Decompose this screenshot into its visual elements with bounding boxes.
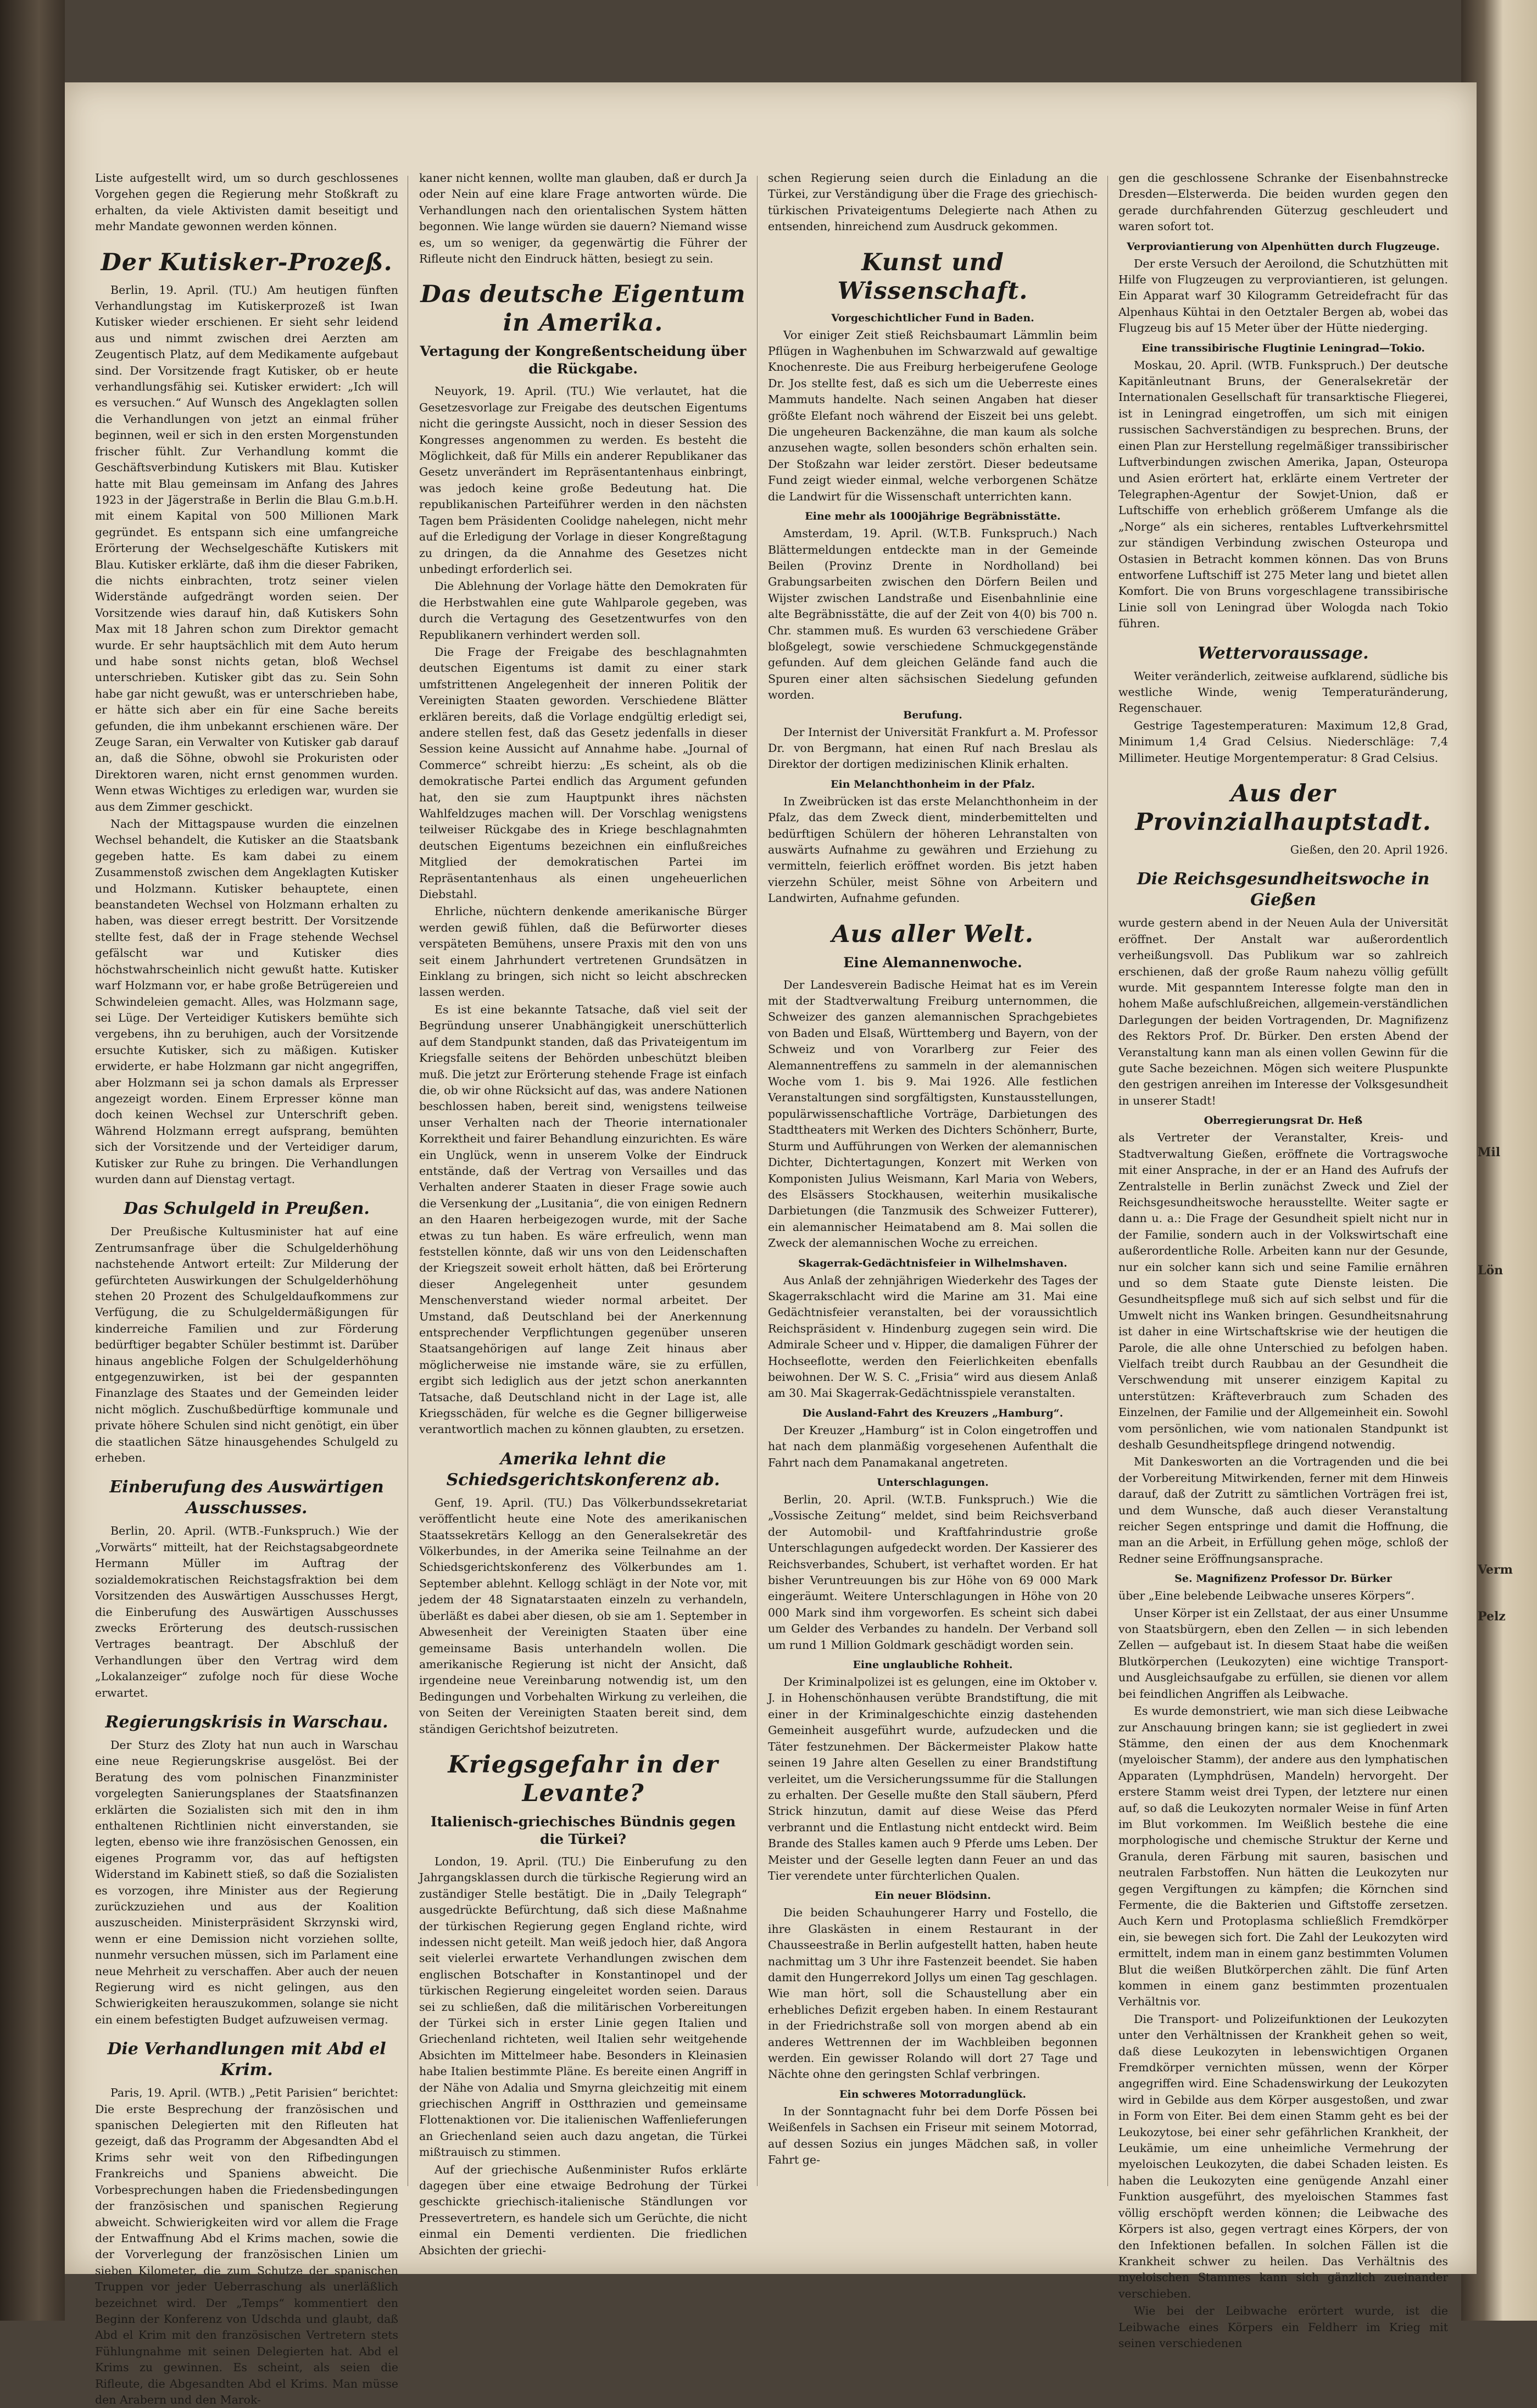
section-headline: Aus aller Welt.	[832, 920, 1034, 948]
article-text: als Vertreter der Veranstalter, Kreis- und Stadtverwaltung Gießen, eröffnete die Vortragswoche mit einer Ansprache, in der er an Hand des Aufrufs der Zentralstelle in Berlin zunächst Zweck und Ziel der Reichsgesundheitswoche herausstellte. Weiter sagte er dann u. a.: Die Frage der Gesundheit spielt nicht nur in der Familie, sondern auch in der Volkswirtschaft eine außerordentliche Rolle. Arbeiten kann nur der Gesunde, nur ein solcher kann sich und seine Familie ernähren und so dem Staate gute Dienste leisten. Die Gesundheitspflege muß sich auf sich selbst und für die Umwelt nicht ins Wanken bringen. Gesundheitsnahrung ist daher in eine Wirtschaftskrise wie der heutigen die Parole, die alle ohne Unterschied zu befolgen haben. Vielfach treibt durch Raubbau an der Gesundheit die Verschwendung mit unserer einzigem Kapital zu unterstützen: Kräfteverbrauch zum Schaden des Einzelnen, der Familie und der Allgemeinheit ein. Sowohl vom persönlichen, wie vom nationalen Standpunkt ist deshalb Gesundheitspflege dringend notwendig.	[1118, 1131, 1448, 1451]
article-text: Berlin, 19. April. (TU.) Am heutigen fünften Verhandlungstag im Kutiskerprozeß ist Iwan Kutisker wieder erschienen. Er sieht sehr leidend aus und nimmt zwischen drei Aerzten am Zeugentisch Platz, auf dem Medikamente aufgebaut sind. Der Vorsitzende fragt Kutisker, ob er heute verhandlungsfähig sei. Kutisker erwidert: „Ich will es versuchen.“ Auf Wunsch des Angeklagten sollen die Verhandlungen von jetzt an einmal früher beginnen, weil er sich in den ersten Morgenstunden frischer fühlt. Zur Verhandlung kommt die Geschäftsverbindung Kutiskers mit Blau. Kutisker hatte mit Blau gemeinsam im Anfang des Jahres 1923 in der Jägerstraße in Berlin die Blau G.m.b.H. mit einem Kapital von 500 Millionen Mark gegründet. Es entspann sich eine umfangreiche Erörterung der Wechselgeschäfte Kutiskers mit Blau. Kutisker erklärte, daß ihm die dieser Fabriken, die nichts einbrachten, trotz seiner vielen Widerstände aufgedrängt worden seien. Der Vorsitzende wies darauf hin, daß Kutiskers Sohn Max mit 18 Jahren schon zum Direktor gemacht wurde. Er sehr hauptsächlich mit dem Auto herum und habe sonst nichts getan, bloß Wechsel unterschrieben. Kutisker gibt das zu. Sein Sohn habe gar nicht gewußt, was er unterschrieben habe, er hätte sich aber ein für eine Sache bereits gefunden, die ihm unbekannt erschienen wäre. Der Zeuge Saran, ein Verwalter von Kutisker gab darauf an, daß die Söhne, obwohl sie Prokuristen oder Direktoren waren, nicht ernst genommen wurden. Wenn etwas Wichtiges zu erledigen war, wurden sie aus dem Zimmer geschickt.	[95, 283, 398, 813]
article-text: Der Landesverein Badische Heimat hat es im Verein mit der Stadtverwaltung Freiburg unternommen, die Schweizer des ganzen alemannischen Sprachgebietes von Baden und Elsaß, Württemberg und Bayern, von der Schweiz und von Vorarlberg zur Feier des Alemannentreffens zu sammeln in der alemannischen Woche vom 1. bis 9. Mai 1926. Alle festlichen Veranstaltungen sind sorgfältigsten, Kunstausstellungen, populärwissenschaftliche Vorträge, Darbietungen des Stadttheaters mit Werken des Dichters Schönherr, Burte, Sturm und Aufführungen von Werken der alemannischen Dichter, Dichtertagungen, Konzert mit Werken von Komponisten Julius Weismann, Karl Maria von Webers, des Elsässers Stockhausen, weiterhin musikalische Darbietungen (die Tanzmusik des Schweizer Futterer), ein alemannischer Heimatabend am 8. Mai sollen die Zweck der alemannischen Woche zu erreichen.	[768, 978, 1098, 1250]
column-3	[768, 170, 1098, 2203]
article-subheadline: Vorgeschichtlicher Fund in Baden.	[831, 311, 1034, 324]
adjacent-page-fragment: Mil	[1478, 1145, 1501, 1160]
article-headline: Die Reichsgesundheitswoche in Gießen	[1137, 869, 1430, 910]
column-4	[1118, 170, 1448, 2350]
article-headline: Der Kutisker-Prozeß.	[101, 248, 393, 276]
article-text: wurde gestern abend in der Neuen Aula der Universität eröffnet. Der Anstalt war außerordentlich verheißungsvoll. Das Publikum war so zahlreich erschienen, daß der große Raum nahezu völlig gefüllt wurde. Mit gespanntem Interesse folgte man den in hohem Maße aufschlußreichen, allgemein-verständlichen Darlegungen der beiden Vortragenden, Dr. Magnifizenz des Rektors Prof. Dr. Bürker. Den ersten Abend der Veranstaltung kann man als einen vollen Gewinn für die gute Sache bezeichnen. Mögen sich weitere Pluspunkte den gestrigen anreihen im Interesse der Volksgesundheit in unserer Stadt!	[1118, 916, 1448, 1107]
section-headline: Wettervoraussage.	[1198, 643, 1369, 663]
book-binding-left	[0, 0, 65, 2321]
column-1	[95, 170, 398, 2406]
article-text: Moskau, 20. April. (WTB. Funkspruch.) Der deutsche Kapitänleutnant Bruns, der Generalsekretär der Internationalen Gesellschaft für transarktische Fliegerei, ist in Leningrad eingetroffen, um sich mit einigen russischen Sachverständigen zu besprechen. Bruns, der einen Plan zur Herstellung regelmäßiger transsibirischer Luftverbindungen zwischen Amerika, Japan, Osteuropa und Asien erörtert hat, erklärte einem Vertreter der Telegraphen-Agentur der Sowjet-Union, daß er Luftschiffe von erheblich größerem Umfange als die „Norge“ als ein sicheres, rentables Luftverkehrsmittel zur ständigen Verbindung zwischen Osteuropa und Ostasien in Betracht kommen können. Das von Bruns entworfene Luftschiff ist 275 Meter lang und bietet allen Komfort. Die von Bruns vorgeschlagene transsibirische Linie soll von Leningrad über Wologda nach Tokio führen.	[1118, 358, 1448, 631]
article-subheadline: Oberregierungsrat Dr. Heß	[1204, 1114, 1363, 1127]
article-subheadline: Se. Magnifizenz Professor Dr. Bürker	[1174, 1573, 1392, 1585]
article-text: Die Ablehnung der Vorlage hätte den Demokraten für die Herbstwahlen eine gute Wahlparole gegeben, was durch die Vertagung des Gesetzentwurfes von den Republikanern verhindert werden soll.	[419, 579, 747, 642]
dateline: Gießen, den 20. April 1926.	[1290, 843, 1448, 856]
article-headline: Amerika lehnt die Schiedsgerichtskonferenz ab.	[446, 1449, 720, 1490]
article-text: Unser Körper ist ein Zellstaat, der aus einer Unsumme von Staatsbürgern, eben den Zellen — in sich lebenden Zellen — aufgebaut ist. In diesem Staat habe die weißen Blutkörperchen (Leukozyten) eine wichtige Transport- und Ausgleichsaufgabe zu erfüllen, sie dienen vor allem bei feindlichen Angriffen als Leibwache.	[1118, 1606, 1448, 1701]
article-subheadline: Eine mehr als 1000jährige Begräbnisstätte.	[805, 510, 1061, 523]
adjacent-page-fragment: Lön	[1478, 1263, 1503, 1278]
article-text: Amsterdam, 19. April. (W.T.B. Funkspruch.) Nach Blättermeldungen entdeckte man in der Gemeinde Beilen (Provinz Drente in Nordholland) bei Grabungsarbeiten zwischen den Dörfern Beilen und Wijster zwischen Landstraße und Eisenbahnlinie eine alte Begräbnisstätte, die auf der Zeit von 4(0) bis 700 n. Chr. stammen muß. Es wurden 63 verschiedene Gräber bloßgelegt, sowie verschiedene Schmuckgegenstände gefunden. Auf dem gleichen Gelände fand auch die Spuren einer alten sächsischen Siedelung gefunden worden.	[768, 527, 1098, 702]
article-text: In Zweibrücken ist das erste Melanchthonheim in der Pfalz, das dem Zweck dient, minderbemittelten und bedürftigen Schülern der höheren Lehranstalten von auswärts Aufnahme zu gewähren und Erziehung zu vermitteln, feierlich eröffnet worden. Bis jetzt haben vierzehn Schüler, meist Söhne von Arbeitern und Landwirten, Aufnahme gefunden.	[768, 794, 1098, 905]
article-text: Es wurde demonstriert, wie man sich diese Leibwache zur Anschauung bringen kann; sie ist gegliedert in zwei Stämme, den einen der aus dem Knochenmark (myeloischer Stamm), der andere aus den lymphatischen Apparaten (Lymphdrüsen, Mandeln) hervorgeht. Der erstere Stamm weist drei Typen, der letztere nur einen auf, so daß die Leukozyten normaler Weise in fünf Arten im Blut vorkommen. Im Weißlich bestehe die eine morphologische und chemische Struktur der Kerne und Granula, deren Färbung mit sauren, basischen und neutralen Farbstoffen. Nun hätten die Leukozyten nur gegen Vergiftungen zu kämpfen; die Körnchen sind Fermente, die die Bakterien und Giftstoffe zersetzen. Auch Kern und Protoplasma schließlich Fremdkörper ein, sie bewegen sich fort. Die Zahl der Leukozyten wird ermittelt, indem man in einem ganz bestimmten Volumen Blut die weißen Blutkörperchen zählt. Die fünf Arten kommen in einem ganz bestimmten prozentualen Verhältnis vor.	[1118, 1704, 1448, 2009]
article-text: Paris, 19. April. (WTB.) „Petit Parisien“ berichtet: Die erste Besprechung der französischen und spanischen Delegierten mit den Rifleuten hat gezeigt, daß das Programm der Abgesandten Abd el Krims sehr weit von den Rifbedingungen Frankreichs und Spaniens abweicht. Die Vorbesprechungen haben die Friedensbedingungen der französischen und spanischen Regierung abweicht. Schwierigkeiten wird vor allem die Frage der Entwaffnung Abd el Krims machen, sowie die der Vorverlegung der französischen Linien um sieben Kilometer, die zum Schutze der spanischen Truppen vor jeder Ueberraschung als unerläßlich bezeichnet wird. Der „Temps“ kommentiert den Beginn der Konferenz von Udschda und glaubt, daß Abd el Krim mit den französischen Vertretern stets Fühlungnahme mit seinen Delegierten hat. Abd el Krims zu gewinnen. Es scheint, als seien die Rifleute, die Abgesandten Abd el Krims. Man müsse den Arabern und den Marok-	[95, 2086, 398, 2406]
article-text: Gestrige Tagestemperaturen: Maximum 12,8 Grad, Minimum 1,4 Grad Celsius. Niederschläge: 7,4 Millimeter. Heutige Morgentemperatur: 8 Grad Celsius.	[1118, 718, 1448, 765]
article-subheadline: Eine transsibirische Flugtinie Leningrad—Tokio.	[1141, 342, 1425, 354]
article-subheadline: Ein Melanchthonheim in der Pfalz.	[831, 778, 1035, 790]
article-text: Wie bei der Leibwache erörtert wurde, ist die Leibwache eines Körpers ein Feldherr im Krieg mit seinen verschiedenen	[1118, 2304, 1448, 2350]
article-text: Liste aufgestellt wird, um so durch geschlossenes Vorgehen gegen die Regierung mehr Stoßkraft zu erhalten, da viele Aktivisten damit beseitigt und mehr Mandate gewonnen werden können.	[95, 171, 398, 233]
article-headline: Einberufung des Auswärtigen Ausschusses.	[109, 1478, 384, 1518]
article-text: Nach der Mittagspause wurden die einzelnen Wechsel behandelt, die Kutisker an die Staatsbank gegeben hatte. Es kam dabei zu einem Zusammenstoß zwischen dem Angeklagten Kutisker und Holzmann. Kutisker behauptete, einen beanstandeten Wechsel von Holzmann erhalten zu haben, was dieser erregt bestritt. Der Vorsitzende stellte fest, daß der in Frage stehende Wechsel gefälscht war und Kutisker dies höchstwahrscheinlich nicht gewußt hatte. Kutisker warf Holzmann vor, er habe große Betrügereien und Schwindeleien gemacht. Alles, was Holzmann sage, sei Lüge. Der Verteidiger Kutiskers bemühte sich vergebens, ihn zu beruhigen, auch der Vorsitzende ersuchte Kutisker, sich zu mäßigen. Kutisker erwiderte, er habe Holzmann gar nicht angegriffen, aber Holzmann sei ja schon damals als Erpresser angezeigt worden. Einem Erpresser könne man doch keinen Wechsel zur Unterschrift geben. Während Holzmann erregt aufsprang, bemühten sich der Vorsitzende und der Verteidiger darum, Kutisker zur Ruhe zu bringen. Die Verhandlungen wurden dann auf Dienstag vertagt.	[95, 817, 398, 1186]
article-text: Der Kriminalpolizei ist es gelungen, eine im Oktober v. J. in Hohenschönhausen verübte Brandstiftung, die mit einer in der Kriminalgeschichte einzig dastehenden Gemeinheit ausgeführt wurde, aufzudecken und die Täter festzunehmen. Der Bäckermeister Plakow hatte seinen 19 Jahre alten Gesellen zu einer Brandstiftung verleitet, um die Versicherungssumme für die Stallungen zu erhalten. Der Geselle mußte den Stall säubern, Pferd Strick hinzutun, damit auf diese Weise das Pferd verbrannt und die Entlastung nicht entdeckt wird. Beim Brande des Stalles kamen auch 9 Pferde ums Leben. Der Meister und der Geselle legten dann Feuer an und das Tier verendete unter fürchterlichen Qualen.	[768, 1675, 1098, 1882]
article-text: Berlin, 20. April. (WTB.-Funkspruch.) Wie der „Vorwärts“ mitteilt, hat der Reichstagsabgeordnete Hermann Müller im Auftrag der sozialdemokratischen Reichstagsfraktion bei dem Vorsitzenden des Auswärtigen Ausschusses Hergt, die Einberufung des Auswärtigen Ausschusses zwecks Erörterung des deutsch-russischen Vertrages beantragt. Der Abschluß der Verhandlungen über den Vertrag wird dem „Lokalanzeiger“ zufolge noch für diese Woche erwartet.	[95, 1524, 398, 1699]
article-subheadline: Vertagung der Kongreßentscheidung über die Rückgabe.	[420, 343, 747, 377]
article-headline: Das Schulgeld in Preußen.	[124, 1199, 370, 1219]
column-rule	[757, 176, 758, 2186]
article-subheadline: Ein schweres Motorradunglück.	[839, 2088, 1027, 2100]
article-text: Neuyork, 19. April. (TU.) Wie verlautet, hat die Gesetzesvorlage zur Freigabe des deutschen Eigentums nicht die geringste Aussicht, noch in dieser Session des Kongresses angenommen zu werden. Es besteht die Möglichkeit, daß für Mills ein anderer Republikaner das Gesetz unverändert im Repräsentantenhaus einbringt, was jedoch keine große Bedeutung hat. Die republikanischen Parteiführer werden in den nächsten Tagen bem Präsidenten Coolidge nahelegen, nicht mehr auf die Erledigung der Vorlage in dieser Kongreßtagung zu dringen, da die Annahme des Gesetzes nicht unbedingt erforderlich sei.	[419, 384, 747, 576]
article-text: Die Frage der Freigabe des beschlagnahmten deutschen Eigentums ist damit zu einer stark umfstrittenen Angelegenheit der inneren Politik der Vereinigten Staaten geworden. Verschiedene Blätter erklären bereits, daß die Vorlage endgültig erledigt sei, andere stellen fest, daß das Gesetz jedenfalls in dieser Session keine Aussicht auf Annahme habe. „Journal of Commerce“ schreibt hierzu: „Es scheint, als ob die demokratische Partei endlich das Argument gefunden hat, den sie zum Hauptpunkt ihres nächsten Wahlfeldzuges machen will. Der Vorschlag wenigstens teilweiser Rückgabe des in Kriege beschlagnahmten deutschen Eigentums bezeichnen ein einflußreiches Mitglied der demokratischen Partei im Repräsentantenhaus als einen ungeheuerlichen Diebstahl.	[419, 645, 747, 901]
article-text: In der Sonntagnacht fuhr bei dem Dorfe Pössen bei Weißenfels in Sachsen ein Friseur mit seinem Motorrad, auf dessen Sozius ein junges Mädchen saß, in voller Fahrt ge-	[768, 2104, 1098, 2167]
article-text: über „Eine belebende Leibwache unseres Körpers“.	[1118, 1589, 1415, 1603]
article-text: Auf der griechische Außenminister Rufos erklärte dagegen über eine etwaige Bedrohung der Türkei geschickte griechisch-italienische Ständlungen vor Pressevertretern, es handele sich um Gerüchte, die nicht einmal ein Dementi verdienten. Die friedlichen Absichten der griechi-	[419, 2162, 747, 2257]
article-text: Vor einiger Zeit stieß Reichsbaumart Lämmlin beim Pflügen in Waghenbuhen im Schwarzwald auf gewaltige Knochenreste. Die aus Freiburg herbeigerufene Geologe Dr. Jos stellte fest, daß es sich um die Ueberreste eines Mammuts handelte. Nach seinen Angaben hat dieser größte Elefant noch während der Eiszeit bei uns gelebt. Die ungeheuren Backenzähne, die man kaum als solche anzusehen wagte, sollen besonders schön erhalten sein. Der Stoßzahn war leider zerstört. Dieser bedeutsame Fund zeigt wieder einmal, welche verborgenen Schätze die Landwirt für die Wissenschaft unterrichten kann.	[768, 328, 1098, 503]
article-text: Der Internist der Universität Frankfurt a. M. Professor Dr. von Bergmann, hat einen Ruf nach Breslau als Direktor der dortigen medizinischen Klinik erhalten.	[768, 725, 1098, 771]
article-subheadline: Die Ausland-Fahrt des Kreuzers „Hamburg“.	[802, 1407, 1063, 1419]
newspaper-page	[65, 82, 1477, 2406]
column-rule	[1107, 176, 1108, 2186]
article-text: schen Regierung seien durch die Einladung an die Türkei, zur Verständigung über die Frage des griechisch-türkischen Privateigentums Delegierte nach Athen zu entsenden, hinreichend zum Ausdruck gekommen.	[768, 171, 1098, 233]
article-headline: Die Verhandlungen mit Abd el Krim.	[107, 2039, 386, 2080]
article-subheadline: Skagerrak-Gedächtnisfeier in Wilhelmshaven.	[798, 1257, 1067, 1269]
article-text: gen die geschlossene Schranke der Eisenbahnstrecke Dresden—Elsterwerda. Die beiden wurden gegen den gerade durchfahrenden Güterzug geschleudert und waren sofort tot.	[1118, 171, 1448, 233]
article-text: Berlin, 20. April. (W.T.B. Funkspruch.) Wie die „Vossische Zeitung“ meldet, sind beim Reichsverband der Automobil- und Kraftfahrindustrie große Unterschlagungen aufgedeckt worden. Der Kassierer des Reichsverbandes, Schubert, ist verhaftet worden. Er hat bisher Veruntreuungen bis zur Höhe von 69 000 Mark eingeräumt. Weitere Unterschlagungen in Höhe von 20 000 Mark sind ihm vorgeworfen. Es scheint sich dabei um Gelder des Verbandes zu handeln. Der Verband soll um rund 1 Million Goldmark geschädigt worden sein.	[768, 1493, 1098, 1652]
article-text: Der erste Versuch der Aeroilond, die Schutzhütten mit Hilfe von Flugzeugen zu verproviantieren, ist gelungen. Ein Apparat warf 30 Kilogramm Getreidefracht für das Alpenhaus Kühtai in den Oetztaler Bergen ab, wobei das Flugzeug bis auf 15 Meter über der Hütte niederging.	[1118, 257, 1448, 335]
adjacent-page-fragment: Verm	[1478, 1563, 1513, 1577]
article-subheadline: Berufung.	[903, 709, 962, 721]
article-text: Weiter veränderlich, zeitweise aufklarend, südliche bis westliche Winde, wenig Temperaturänderung, Regenschauer.	[1118, 669, 1448, 715]
article-subheadline: Italienisch-griechisches Bündnis gegen die Türkei?	[430, 1813, 736, 1847]
article-text: Der Preußische Kultusminister hat auf eine Zentrumsanfrage über die Schulgelderhöhung nachstehende Antwort erteilt: Zur Milderung der gefürchteten Auswirkungen der Schulgelderhöhung stehen 20 Prozent des Schulgeldaufkommens zur Verfügung, die zu Schulgeldermäßigungen für kinderreiche Familien und zur Förderung bedürftiger begabter Schüler bestimmt ist. Darüber hinaus angebliche Folgen der Schulgelderhöhung entgegenzuwirken, ist bei der gespannten Finanzlage des Staates und der Gemeinden leider nicht möglich. Zuschußbedürftige kommunale und private höhere Schulen sind nicht genötigt, ein über die staatlichen Sätze hinausgehendes Schulgeld zu erheben.	[95, 1225, 398, 1465]
article-subheadline: Ein neuer Blödsinn.	[875, 1889, 991, 1902]
article-subheadline: Verproviantierung von Alpenhütten durch Flugzeuge.	[1127, 240, 1440, 253]
section-headline: Kunst und Wissenschaft.	[837, 248, 1028, 305]
article-text: Die Transport- und Polizeifunktionen der Leukozyten unter den Verhältnissen der Krankheit gehen so weit, daß diese Leukozyten in lebenswichtigen Organen Fremdkörper vernichten müssen, wenn der Körper angegriffen wird. Eine Schadenswirkung der Leukozyten wird in Gebilde aus dem Körper ausgestoßen, und zwar in Form von Eiter. Bei dem einen Stamm geht es bei der Leukozytose, bei einer sehr gefährlichen Krankheit, der Leukämie, um eine unheimliche Vermehrung der myeloischen Leukozyten, die dabei Schaden leisten. Es haben die Leukozyten eine genügende Anzahl einer Funktion ausgeführt, des myeloischen Stammes fast völlig erschöpft werden können; die Leibwache des Körpers ist also, gegen vertragt eines Körpers, der von den Infektionen befallen. In solchen Fällen ist die Krankheit schwer zu heilen. Das Verhältnis des myeloischen Stammes kann sich gänzlich zueinander verschieben.	[1118, 2012, 1448, 2300]
article-text: kaner nicht kennen, wollte man glauben, daß er durch Ja oder Nein auf eine klare Frage antworten würde. Die Verhandlungen nach den orientalischen System hätten begonnen. Wie lange würden sie dauern? Niemand wisse es, um so weniger, da gegenwärtig die Führer der Rifleute nicht den Eindruck hätten, besiegt zu sein.	[419, 171, 747, 266]
article-headline: Kriegsgefahr in der Levante?	[448, 1751, 719, 1807]
article-text: Es ist eine bekannte Tatsache, daß viel seit der Begründung unserer Unabhängigkeit unerschütterlich auf dem Standpunkt standen, daß das Privateigentum im Kriegsfalle seitens der Behörden unbeschützt bleiben muß. Die jetzt zur Erörterung stehende Frage ist einfach die, ob wir ohne Rücksicht auf das, was andere Nationen beschlossen haben, bereit sind, wenigstens teilweise unser Verhalten nach der Theorie internationaler Korrektheit und fairer Behandlung einzurichten. Es wäre ein Unglück, wenn in unserem Volke der Eindruck entstände, daß der Vertrag von Versailles und das Verhalten anderer Staaten in dieser Frage sowie auch die Versenkung der „Lusitania“, die von einigen Rednern an den Haaren herbeigezogen wurde, mit der Sache etwas zu tun haben. Es wäre erfreulich, wenn man feststellen könnte, daß wir uns von den Leidenschaften der Kriegszeit soweit erholt hätten, daß bei Erörterung dieser Angelegenheit unter gesundem Menschenverstand wieder normal arbeitet. Der Umstand, daß Deutschland bei der Anerkennung entsprechender Verpflichtungen gegenüber unseren Staatsangehörigen auf lange Zeit hinaus aber möglicherweise nie imstande wäre, sie zu erfüllen, ergibt sich lediglich aus der jetzt schon anerkannten Tatsache, daß Deutschland nicht in der Lage ist, alle Kriegsschäden, für welche es die Gegner billigerweise verantwortlich machen zu können glaubten, zu ersetzen.	[419, 1002, 747, 1436]
article-subheadline: Eine Alemannenwoche.	[843, 954, 1022, 971]
article-text: Aus Anlaß der zehnjährigen Wiederkehr des Tages der Skagerrakschlacht wird die Marine am 31. Mai eine Gedächtnisfeier veranstalten, bei der voraussichtlich Reichspräsident v. Hindenburg zugegen sein wird. Die Admirale Scheer und v. Hipper, die damaligen Führer der Hochseeflotte, werden den Feierlichkeiten ebenfalls beiwohnen. Der W. S. C. „Frisia“ wird aus diesem Anlaß am 30. Mai Skagerrak-Gedächtnisspiele veranstalten.	[768, 1273, 1098, 1400]
article-text: Genf, 19. April. (TU.) Das Völkerbundssekretariat veröffentlicht heute eine Note des amerikanischen Staatssekretärs Kellogg an den Generalsekretär des Völkerbundes, in der Amerika seine Teilnahme an der Schiedsgerichtskonferenz des Völkerbundes am 1. September ablehnt. Kellogg schlägt in der Note vor, mit jedem der 48 Signatarstaaten einzeln zu verhandeln, überläßt es dabei aber diesen, ob sie am 1. September in Abwesenheit der Vereinigten Staaten über eine gemeinsame Basis unterhandeln wollen. Die amerikanische Regierung ist nicht der Ansicht, daß irgendeine neue Vereinbarung notwendig ist, um den Bedingungen und Vorbehalten Wirkung zu verleihen, die von Seiten der Vereinigten Staaten bereit sind, dem ständigen Gerichtshof beizutreten.	[419, 1496, 747, 1736]
article-text: Die beiden Schauhungerer Harry und Fostello, die ihre Glaskästen in einem Restaurant in der Chausseestraße in Berlin aufgestellt hatten, haben heute nachmittag um 3 Uhr ihre Fastenzeit beendet. Sie haben damit den Hungerrekord Jollys um einen Tag geschlagen. Wie man hört, soll die Schaustellung aber ein erhebliches Defizit ergeben haben. In einem Restaurant in der Friedrichstraße soll von morgen abend ab ein anderes Wettrennen der im Wachbleiben begonnen werden. Ein gewisser Rolando will dort 27 Tage und Nächte ohne den geringsten Schlaf verbringen.	[768, 1906, 1098, 2081]
article-text: Ehrliche, nüchtern denkende amerikanische Bürger werden gewiß fühlen, daß die Befürworter dieses verspäteten Bemühens, unsere Praxis mit den von uns seit einem Jahrhundert vertretenen Grundsätzen in Einklang zu bringen, sich nicht so leicht abschrecken lassen werden.	[419, 905, 747, 999]
article-text: London, 19. April. (TU.) Die Einberufung zu den Jahrgangsklassen durch die türkische Regierung wird an zuständiger Stelle bestätigt. Die in „Daily Telegraph“ ausgedrückte Befürchtung, daß sich diese Maßnahme der türkischen Regierung gegen England richte, wird indessen nicht geteilt. Man weiß jedoch hier, daß Angora seit vielerlei erwartete Verhandlungen zwischen dem englischen Botschafter in Konstantinopel und der türkischen Regierung eingeleitet worden seien. Daraus sei zu schließen, daß die militärischen Vorbereitungen der Türkei sich in erster Linie gegen Italien und Griechenland richteten, weil Italien sehr weitgehende Absichten im Mittelmeer habe. Besonders in Kleinasien habe Italien bestimmte Pläne. Es bereite einen Angriff in der Nähe von Adalia und Smyrna gleichzeitig mit einem griechischen Angriff in Ostthrazien und gemeinsame Flottenaktionen vor. Die italienischen Waffenlieferungen an Griechenland seien auch dazu angetan, die Türkei mißtrauisch zu stimmen.	[419, 1854, 747, 2159]
article-subheadline: Eine unglaubliche Rohheit.	[853, 1659, 1013, 1671]
section-headline: Aus der Provinzialhauptstadt.	[1135, 780, 1432, 836]
article-subheadline: Unterschlagungen.	[877, 1476, 989, 1489]
column-2	[419, 170, 747, 2257]
article-headline: Regierungskrisis in Warschau.	[105, 1712, 388, 1732]
article-headline: Das deutsche Eigentum in Amerika.	[420, 281, 746, 337]
adjacent-page-fragment: Pelz	[1478, 1609, 1506, 1624]
article-text: Der Sturz des Zloty hat nun auch in Warschau eine neue Regierungskrise ausgelöst. Bei der Beratung des vom polnischen Finanzminister vorgelegten Sanierungsplanes der Staatsfinanzen erklärten die Sozialisten sich mit den in ihm enthaltenen Richtlinien nicht einverstanden, sie legten, ebenso wie ihre französischen Genossen, ein eigenes Programm vor, das auf heftigsten Widerstand im Kabinett stieß, so daß die Sozialisten es vorzogen, ihre Minister aus der Regierung zurückzuziehen und aus der Koalition auszuscheiden. Ministerpräsident Skrzynski wird, wenn er eine Demission nicht vorziehen sollte, nunmehr versuchen müssen, sich im Parlament eine neue Mehrheit zu verschaffen. Aber auch der neuen Regierung wird es nicht gelingen, aus den Schwierigkeiten herauszukommen, solange sie nicht ein einem befestigten Budget aufzuweisen vermag.	[95, 1738, 398, 2026]
article-text: Mit Dankesworten an die Vortragenden und die bei der Vorbereitung Mitwirkenden, ferner mit dem Hinweis darauf, daß der Zutritt zu sämtlichen Vorträgen frei ist, und dem Wunsche, daß auch dieser Veranstaltung reicher Segen entspringe und damit die Hoffnung, die man an die Arbeit, in Erfüllung gehen möge, schloß der Redner seine Eröffnungsansprache.	[1118, 1455, 1448, 1565]
article-text: Der Kreuzer „Hamburg“ ist in Colon eingetroffen und hat nach dem planmäßig vorgesehenen Aufenthalt die Fahrt nach dem Panamakanal angetreten.	[768, 1423, 1098, 1469]
